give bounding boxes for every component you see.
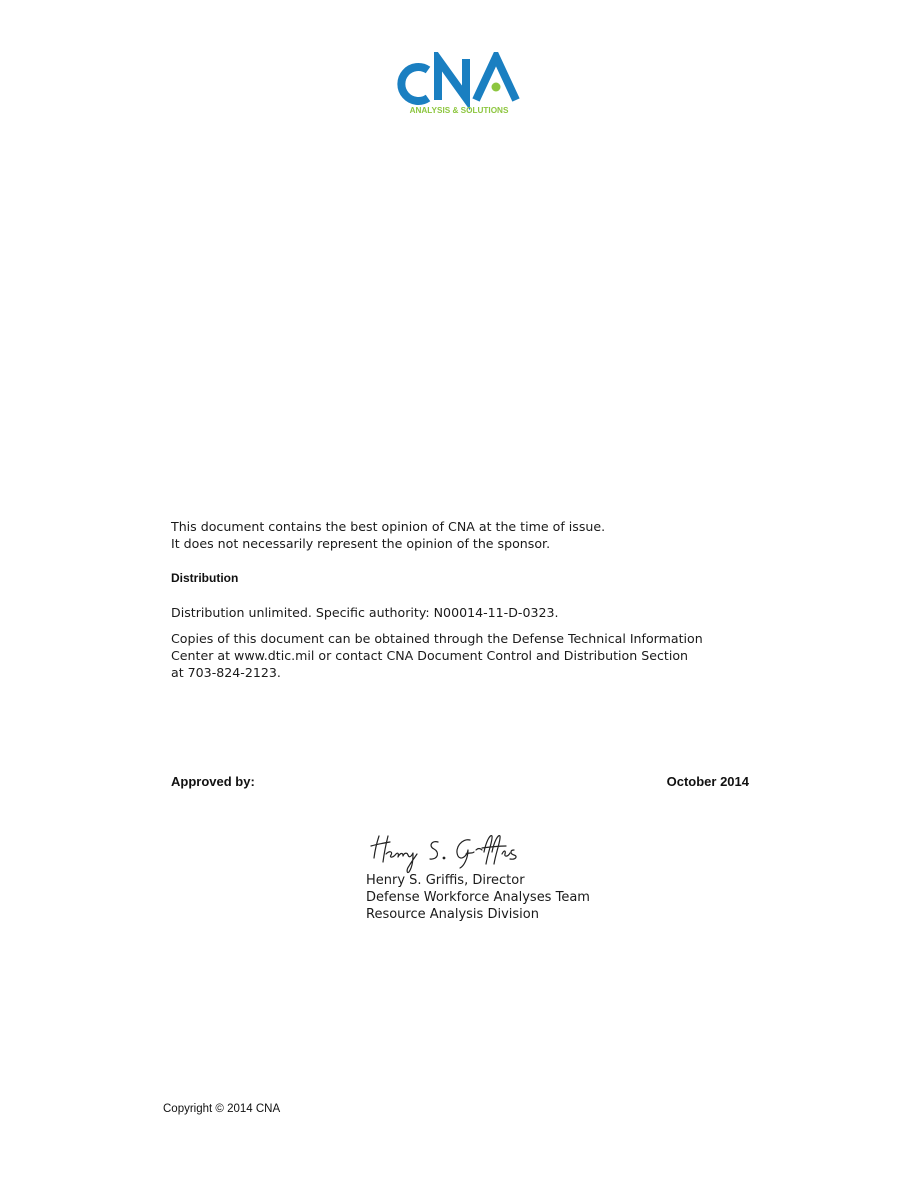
statement-line-2: It does not necessarily represent the opinion of the sponsor. (171, 536, 551, 551)
logo-tagline: ANALYSIS & SOLUTIONS (409, 106, 509, 115)
distribution-heading: Distribution (171, 571, 239, 585)
signer-name: Henry S. Griffis, Director (366, 873, 525, 888)
approved-by-label: Approved by: (171, 774, 255, 789)
copyright-notice: Copyright © 2014 CNA (163, 1103, 281, 1115)
cna-logo-mark (388, 52, 530, 118)
approval-date: October 2014 (666, 774, 749, 789)
copies-line-2: Center at www.dtic.mil or contact CNA Document Control and Distribution Section (171, 648, 689, 663)
opinion-statement (171, 518, 605, 552)
statement-line-1: This document contains the best opinion of CNA at the time of issue. (171, 519, 606, 534)
signature-image (366, 828, 526, 876)
copies-line-1: Copies of this document can be obtained through the Defense Technical Information (171, 631, 703, 646)
signer-block (366, 872, 590, 923)
signer-team: Defense Workforce Analyses Team (366, 890, 590, 905)
signer-division: Resource Analysis Division (366, 907, 539, 922)
distribution-authority: Distribution unlimited. Specific authority: N00014-11-D-0323. (171, 605, 559, 620)
distribution-copies (171, 630, 703, 681)
cna-logo (388, 52, 530, 118)
copies-line-3: at 703-824-2123. (171, 665, 281, 680)
